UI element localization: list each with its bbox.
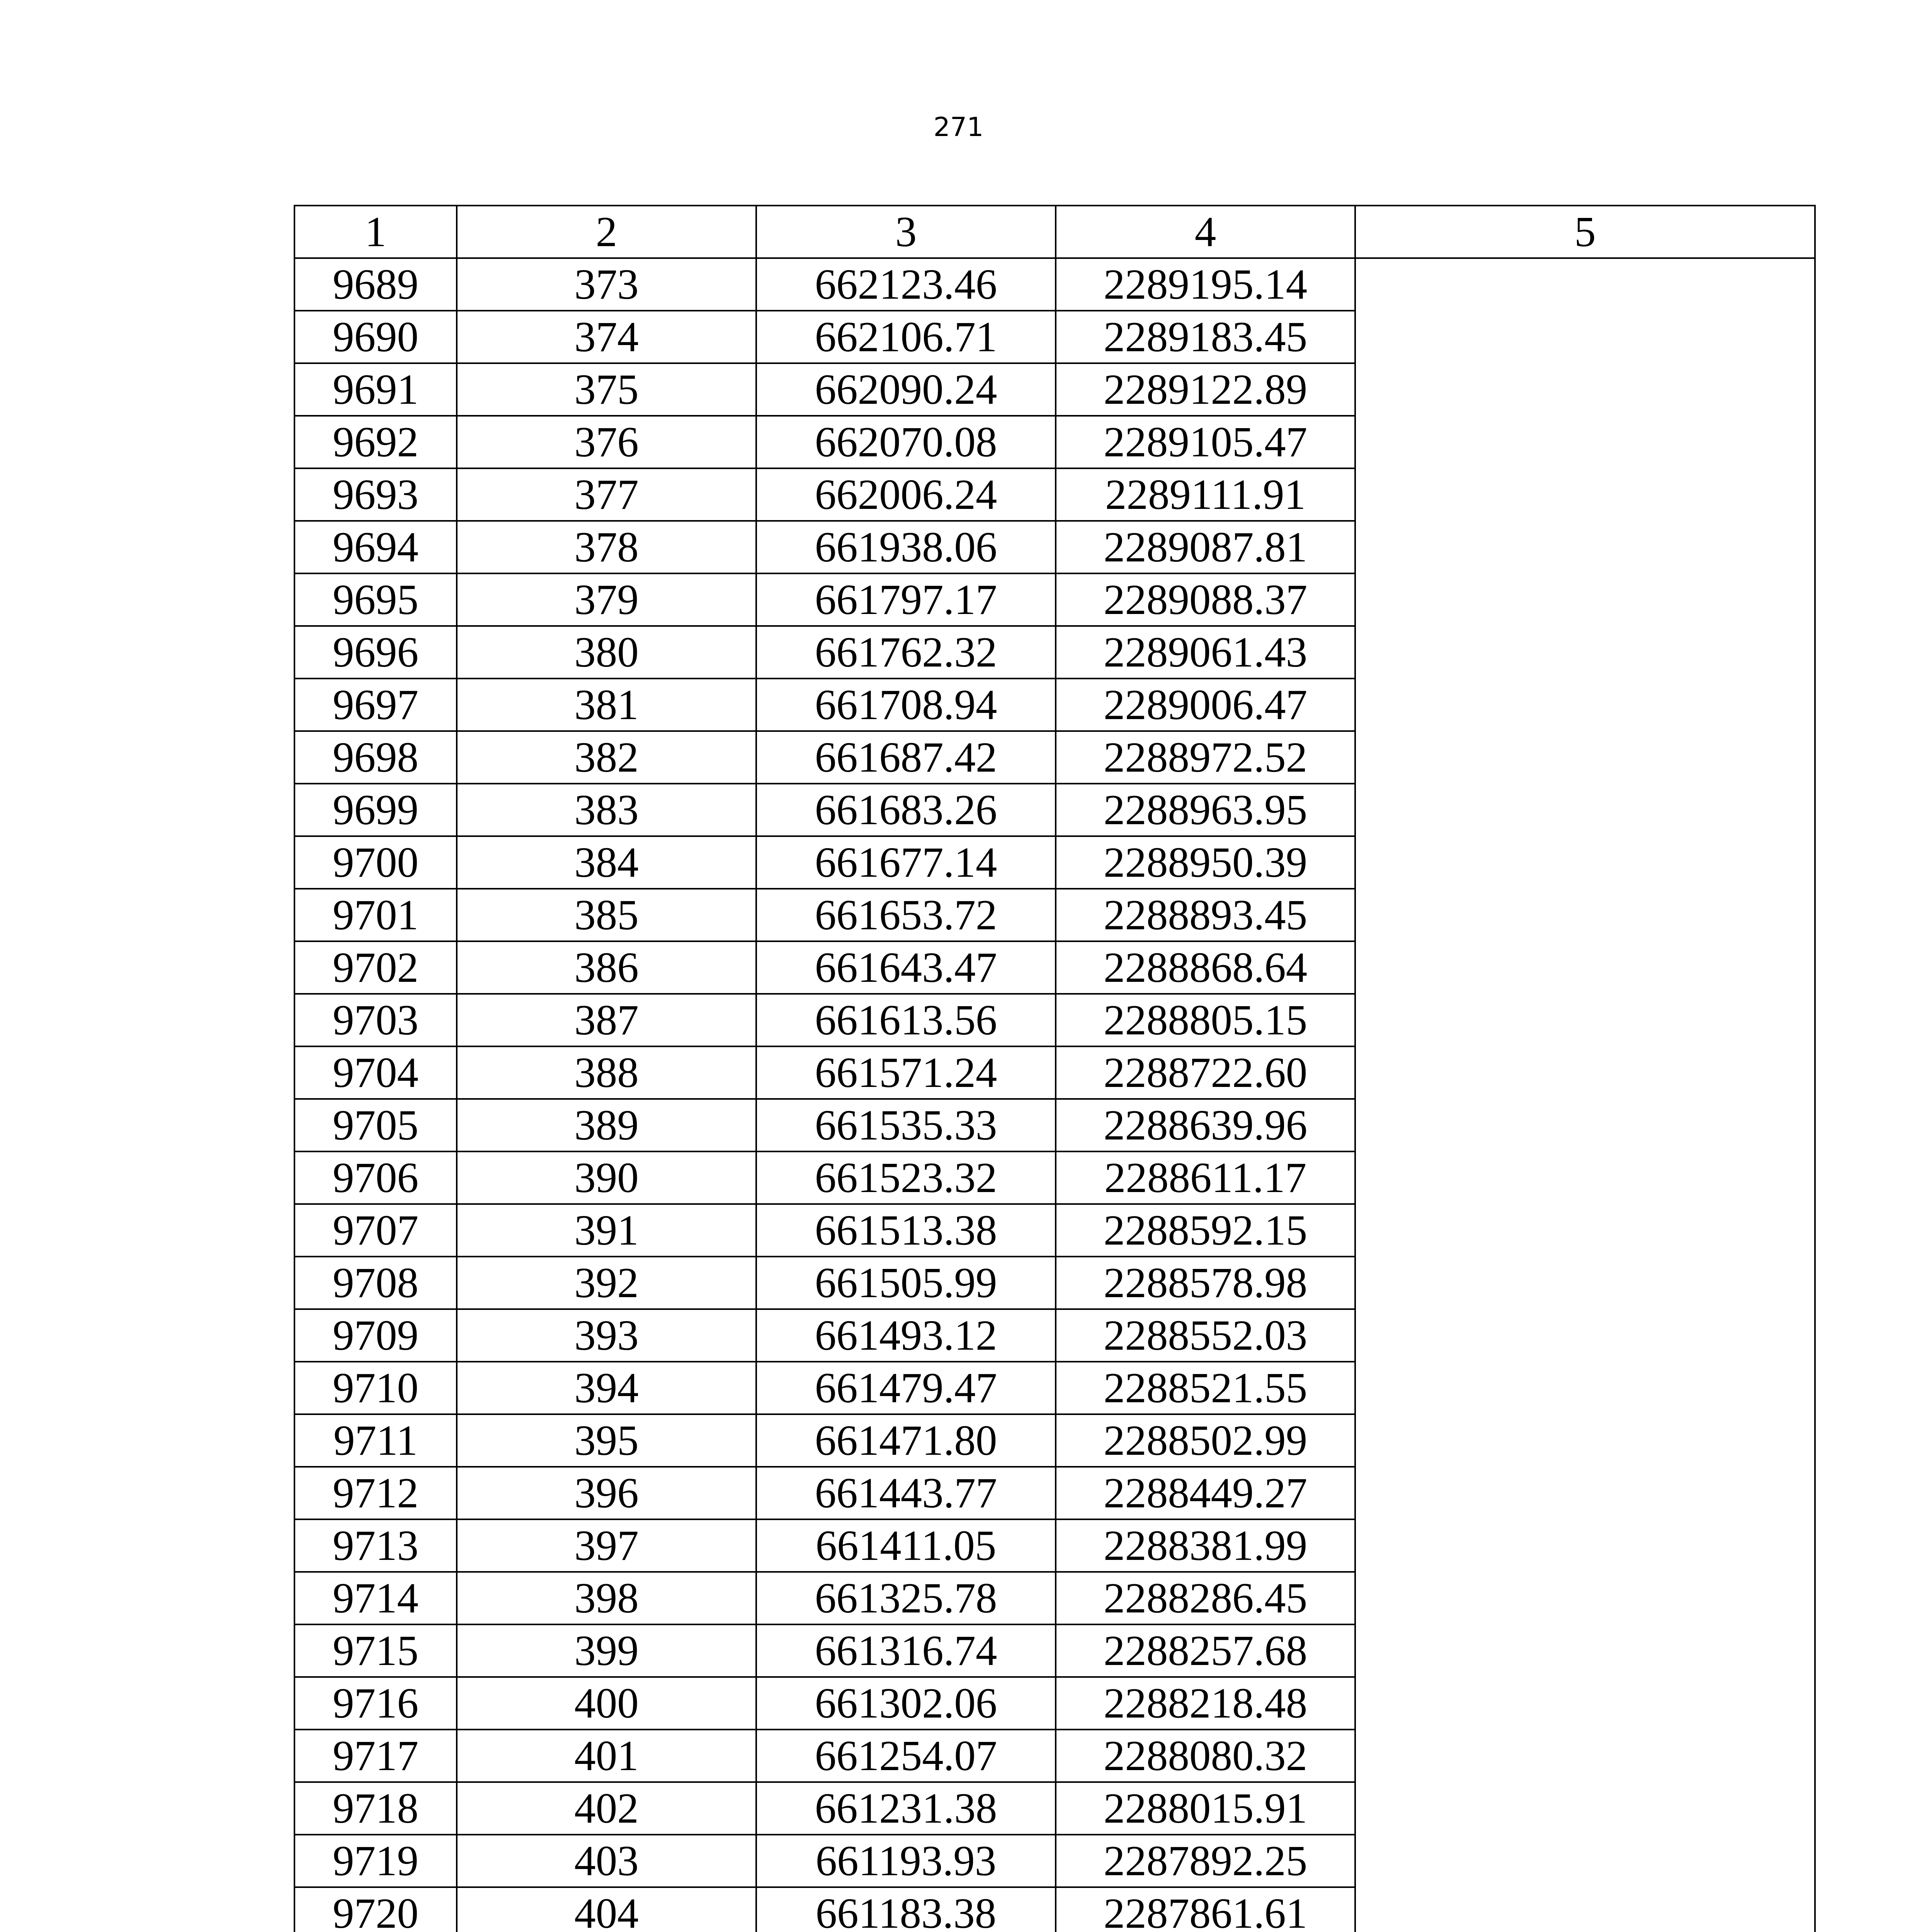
table-cell-col-3: 661677.14 <box>756 836 1056 889</box>
table-cell-col-1: 9712 <box>294 1467 457 1519</box>
table-cell-col-5 <box>1355 258 1815 1932</box>
table-cell-col-2: 397 <box>457 1519 756 1572</box>
table-cell-col-2: 377 <box>457 468 756 521</box>
table-cell-col-3: 661613.56 <box>756 994 1056 1046</box>
table-cell-col-2: 373 <box>457 258 756 311</box>
table-cell-col-3: 661231.38 <box>756 1782 1056 1835</box>
table-cell-col-3: 661254.07 <box>756 1730 1056 1782</box>
table-cell-col-2: 375 <box>457 363 756 416</box>
table-cell-col-4: 2289195.14 <box>1056 258 1355 311</box>
table-cell-col-4: 2288893.45 <box>1056 889 1355 941</box>
table-cell-col-3: 661643.47 <box>756 941 1056 994</box>
table-cell-col-4: 2287861.61 <box>1056 1887 1355 1932</box>
table-cell-col-4: 2289105.47 <box>1056 416 1355 468</box>
table-cell-col-1: 9692 <box>294 416 457 468</box>
table-cell-col-1: 9708 <box>294 1257 457 1309</box>
coordinates-table <box>294 205 1816 1932</box>
table-cell-col-3: 661183.38 <box>756 1887 1056 1932</box>
table-cell-col-2: 385 <box>457 889 756 941</box>
table-cell-col-2: 378 <box>457 521 756 573</box>
table-cell-col-4: 2288868.64 <box>1056 941 1355 994</box>
table-cell-col-4: 2288015.91 <box>1056 1782 1355 1835</box>
column-header-3: 3 <box>756 206 1056 258</box>
table-cell-col-1: 9696 <box>294 626 457 679</box>
table-cell-col-2: 393 <box>457 1309 756 1362</box>
table-cell-col-2: 398 <box>457 1572 756 1624</box>
table-cell-col-1: 9704 <box>294 1046 457 1099</box>
table-cell-col-3: 661687.42 <box>756 731 1056 784</box>
table-cell-col-4: 2288381.99 <box>1056 1519 1355 1572</box>
table-cell-col-1: 9700 <box>294 836 457 889</box>
table-cell-col-1: 9716 <box>294 1677 457 1730</box>
table-cell-col-1: 9697 <box>294 679 457 731</box>
table-cell-col-3: 661708.94 <box>756 679 1056 731</box>
table-cell-col-2: 389 <box>457 1099 756 1151</box>
table-cell-col-3: 661523.32 <box>756 1151 1056 1204</box>
table-cell-col-4: 2288963.95 <box>1056 784 1355 836</box>
table-cell-col-3: 661443.77 <box>756 1467 1056 1519</box>
table-cell-col-4: 2288578.98 <box>1056 1257 1355 1309</box>
table-cell-col-3: 662106.71 <box>756 311 1056 363</box>
table-cell-col-1: 9699 <box>294 784 457 836</box>
table-cell-col-1: 9717 <box>294 1730 457 1782</box>
table-cell-col-1: 9707 <box>294 1204 457 1257</box>
table-cell-col-4: 2289006.47 <box>1056 679 1355 731</box>
table-cell-col-3: 662070.08 <box>756 416 1056 468</box>
table-cell-col-1: 9713 <box>294 1519 457 1572</box>
table-cell-col-3: 662123.46 <box>756 258 1056 311</box>
table-cell-col-1: 9701 <box>294 889 457 941</box>
table-cell-col-2: 402 <box>457 1782 756 1835</box>
table-cell-col-3: 661797.17 <box>756 573 1056 626</box>
table-cell-col-4: 2289088.37 <box>1056 573 1355 626</box>
table-cell-col-4: 2288286.45 <box>1056 1572 1355 1624</box>
table-cell-col-3: 661479.47 <box>756 1362 1056 1414</box>
table-cell-col-1: 9710 <box>294 1362 457 1414</box>
table-cell-col-2: 395 <box>457 1414 756 1467</box>
table-body <box>294 258 1815 1932</box>
table-cell-col-3: 661316.74 <box>756 1624 1056 1677</box>
table-cell-col-4: 2288722.60 <box>1056 1046 1355 1099</box>
table-cell-col-3: 661302.06 <box>756 1677 1056 1730</box>
table-cell-col-4: 2288805.15 <box>1056 994 1355 1046</box>
table-cell-col-4: 2289122.89 <box>1056 363 1355 416</box>
table-cell-col-1: 9720 <box>294 1887 457 1932</box>
table-cell-col-1: 9706 <box>294 1151 457 1204</box>
table-cell-col-2: 401 <box>457 1730 756 1782</box>
table-cell-col-4: 2289111.91 <box>1056 468 1355 521</box>
table-cell-col-3: 661762.32 <box>756 626 1056 679</box>
column-header-1: 1 <box>294 206 457 258</box>
table-cell-col-4: 2288552.03 <box>1056 1309 1355 1362</box>
table-cell-col-2: 400 <box>457 1677 756 1730</box>
table-cell-col-4: 2288639.96 <box>1056 1099 1355 1151</box>
table-cell-col-3: 661193.93 <box>756 1835 1056 1887</box>
column-header-5: 5 <box>1355 206 1815 258</box>
table-cell-col-2: 403 <box>457 1835 756 1887</box>
table-cell-col-4: 2288218.48 <box>1056 1677 1355 1730</box>
table-cell-col-4: 2288972.52 <box>1056 731 1355 784</box>
table-cell-col-1: 9695 <box>294 573 457 626</box>
table-cell-col-4: 2289061.43 <box>1056 626 1355 679</box>
table-cell-col-2: 387 <box>457 994 756 1046</box>
table-cell-col-2: 380 <box>457 626 756 679</box>
table-cell-col-2: 392 <box>457 1257 756 1309</box>
table-cell-col-2: 379 <box>457 573 756 626</box>
table-cell-col-1: 9709 <box>294 1309 457 1362</box>
table-cell-col-1: 9689 <box>294 258 457 311</box>
table-header-row <box>294 206 1815 258</box>
table-cell-col-4: 2288257.68 <box>1056 1624 1355 1677</box>
table-cell-col-4: 2288592.15 <box>1056 1204 1355 1257</box>
table-cell-col-3: 661493.12 <box>756 1309 1056 1362</box>
table-cell-col-4: 2288080.32 <box>1056 1730 1355 1782</box>
table-cell-col-2: 391 <box>457 1204 756 1257</box>
table-cell-col-3: 661505.99 <box>756 1257 1056 1309</box>
table-cell-col-1: 9715 <box>294 1624 457 1677</box>
table-cell-col-2: 390 <box>457 1151 756 1204</box>
table-cell-col-1: 9718 <box>294 1782 457 1835</box>
column-header-2: 2 <box>457 206 756 258</box>
table-cell-col-3: 662006.24 <box>756 468 1056 521</box>
table-cell-col-2: 388 <box>457 1046 756 1099</box>
table-cell-col-2: 381 <box>457 679 756 731</box>
table-cell-col-3: 662090.24 <box>756 363 1056 416</box>
table-cell-col-2: 404 <box>457 1887 756 1932</box>
table-cell-col-4: 2288521.55 <box>1056 1362 1355 1414</box>
table-cell-col-2: 376 <box>457 416 756 468</box>
table-cell-col-3: 661653.72 <box>756 889 1056 941</box>
table-cell-col-2: 374 <box>457 311 756 363</box>
table-cell-col-4: 2289183.45 <box>1056 311 1355 363</box>
table-cell-col-1: 9693 <box>294 468 457 521</box>
table-cell-col-4: 2288611.17 <box>1056 1151 1355 1204</box>
table-cell-col-3: 661411.05 <box>756 1519 1056 1572</box>
table-cell-col-2: 384 <box>457 836 756 889</box>
table-cell-col-2: 394 <box>457 1362 756 1414</box>
table-cell-col-3: 661683.26 <box>756 784 1056 836</box>
table-cell-col-4: 2288502.99 <box>1056 1414 1355 1467</box>
table-cell-col-1: 9694 <box>294 521 457 573</box>
table-cell-col-1: 9705 <box>294 1099 457 1151</box>
table-cell-col-4: 2287892.25 <box>1056 1835 1355 1887</box>
table-cell-col-1: 9714 <box>294 1572 457 1624</box>
table-cell-col-2: 382 <box>457 731 756 784</box>
table-cell-col-1: 9690 <box>294 311 457 363</box>
table-cell-col-3: 661535.33 <box>756 1099 1056 1151</box>
table-cell-col-1: 9703 <box>294 994 457 1046</box>
table-cell-col-1: 9711 <box>294 1414 457 1467</box>
table-cell-col-3: 661938.06 <box>756 521 1056 573</box>
table-cell-col-3: 661513.38 <box>756 1204 1056 1257</box>
table-row <box>294 258 1815 311</box>
table-cell-col-1: 9719 <box>294 1835 457 1887</box>
table-cell-col-2: 383 <box>457 784 756 836</box>
table-cell-col-3: 661571.24 <box>756 1046 1056 1099</box>
table-cell-col-3: 661471.80 <box>756 1414 1056 1467</box>
table-cell-col-2: 396 <box>457 1467 756 1519</box>
table-cell-col-1: 9698 <box>294 731 457 784</box>
table-cell-col-2: 386 <box>457 941 756 994</box>
table-cell-col-4: 2288950.39 <box>1056 836 1355 889</box>
table-cell-col-4: 2289087.81 <box>1056 521 1355 573</box>
column-header-4: 4 <box>1056 206 1355 258</box>
page-number: 271 <box>933 112 984 143</box>
table-cell-col-1: 9691 <box>294 363 457 416</box>
table-cell-col-3: 661325.78 <box>756 1572 1056 1624</box>
table-cell-col-2: 399 <box>457 1624 756 1677</box>
table-cell-col-1: 9702 <box>294 941 457 994</box>
table-cell-col-4: 2288449.27 <box>1056 1467 1355 1519</box>
